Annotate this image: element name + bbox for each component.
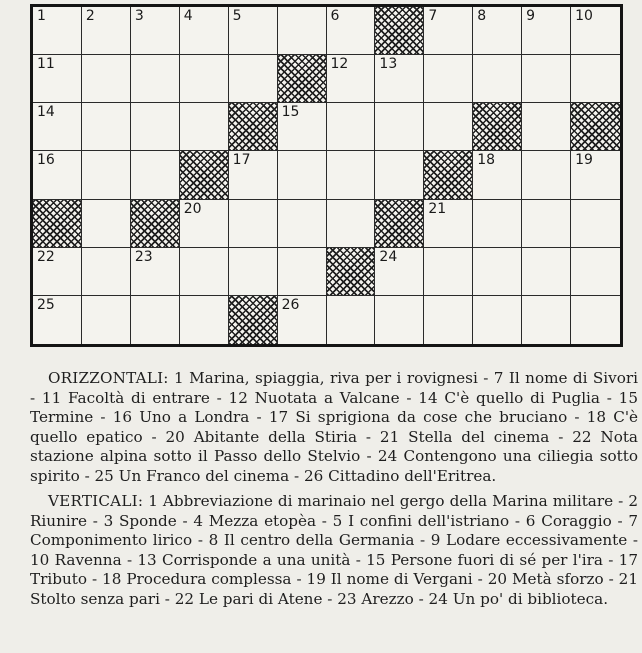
grid-cell xyxy=(424,200,473,248)
clue-number: 5 xyxy=(232,8,242,24)
grid-cell xyxy=(473,55,522,103)
grid-cell xyxy=(180,55,229,103)
black-square xyxy=(180,151,229,199)
black-square xyxy=(375,7,424,55)
grid-cell xyxy=(473,7,522,55)
grid-cell xyxy=(375,248,424,296)
clue-number: 15 xyxy=(281,104,300,121)
grid-cell xyxy=(327,151,376,199)
grid-cell xyxy=(424,248,473,296)
grid-cell xyxy=(33,55,82,103)
grid-cell xyxy=(522,151,571,199)
clue-number: 24 xyxy=(379,248,398,265)
down-text: 1 Abbreviazione di marinaio nel gergo della Marina militare - 2 Riunire - 3 Sponde - 4 Mezza etopèa - 5 I confini dell'istriano - 6 Coraggio - 7 Componimento lirico - 8 Il centro della Germania - 9 Lodare eccessivamente - 10 Ravenna - 13 Corrisponde a una unità - 15 Persone fuori di sé per l'ira - 17 Tributo - 18 Procedura complessa - 19 Il nome di Vergani - 20 Metà sforzo - 21 Stolto senza pari - 22 Le pari di Atene - 23 Arezzo - 24 Un po' di biblioteca. xyxy=(30,492,639,608)
grid-cell xyxy=(473,151,522,199)
grid-cell xyxy=(522,296,571,344)
clue-number: 23 xyxy=(134,248,153,265)
black-square xyxy=(473,103,522,151)
grid-cell xyxy=(571,296,620,344)
clue-number: 25 xyxy=(37,296,55,313)
grid-cell xyxy=(82,55,131,103)
grid-cell xyxy=(82,7,131,55)
grid-cell xyxy=(571,55,620,103)
grid-cell xyxy=(229,55,278,103)
grid-cell xyxy=(82,200,131,248)
grid-cell xyxy=(522,7,571,55)
black-square xyxy=(131,200,180,248)
grid-cell xyxy=(473,296,522,344)
clue-number: 12 xyxy=(330,56,349,73)
across-text: 1 Marina, spiaggia, riva per i rovignesi - 7 Il nome di Sivori - 11 Facoltà di entrare - 12 Nuotata a Valcane - 14 C'è quello di Puglia - 15 Termine - 16 Uno a Londra - 17 Si sprigiona da cose che bruciano - 18 C'è quello epatico - 20 Abitante della Stiria - 21 Stella del cinema - 22 Nota stazione alpina sotto il Passo dello Stelvio - 24 Contengono una ciliegia sotto spirito - 25 Un Franco del cinema - 26 Cittadino dell'Eritrea. xyxy=(30,369,639,485)
grid-cell xyxy=(229,200,278,248)
black-square xyxy=(327,248,376,296)
grid-cell xyxy=(131,151,180,199)
grid-cell xyxy=(82,296,131,344)
black-square xyxy=(375,200,424,248)
clue-number: 26 xyxy=(281,296,300,313)
grid-cell xyxy=(229,7,278,55)
black-square xyxy=(571,103,620,151)
grid-cell xyxy=(131,248,180,296)
grid-cell xyxy=(375,103,424,151)
grid-cell xyxy=(424,103,473,151)
clue-number: 13 xyxy=(379,56,398,73)
grid-cell xyxy=(180,200,229,248)
clue-number: 14 xyxy=(37,104,55,121)
clue-number: 3 xyxy=(134,8,144,24)
grid-cell xyxy=(522,200,571,248)
across-heading: ORIZZONTALI: xyxy=(48,369,169,387)
grid-cell xyxy=(571,248,620,296)
grid-cell xyxy=(33,296,82,344)
black-square xyxy=(229,296,278,344)
grid-cell xyxy=(131,55,180,103)
clue-number: 22 xyxy=(37,248,55,265)
grid-cell xyxy=(522,55,571,103)
grid-cell xyxy=(522,103,571,151)
grid-cell xyxy=(278,296,327,344)
black-square xyxy=(424,151,473,199)
black-square xyxy=(33,200,82,248)
grid-cell xyxy=(33,151,82,199)
grid-cell xyxy=(424,296,473,344)
grid-cell xyxy=(278,200,327,248)
grid-cell xyxy=(278,151,327,199)
grid-cell xyxy=(33,103,82,151)
grid-cell xyxy=(180,296,229,344)
grid-cell xyxy=(33,7,82,55)
grid-cell xyxy=(82,248,131,296)
grid-cell xyxy=(131,296,180,344)
clue-number: 2 xyxy=(85,8,95,24)
black-square xyxy=(229,103,278,151)
clue-number: 21 xyxy=(428,200,447,217)
clues-block xyxy=(30,369,638,609)
grid-cell xyxy=(375,55,424,103)
grid-cell xyxy=(424,7,473,55)
grid-cell xyxy=(327,55,376,103)
grid-cell xyxy=(522,248,571,296)
grid-cell xyxy=(375,151,424,199)
grid-cell xyxy=(82,103,131,151)
clue-number: 4 xyxy=(183,8,193,24)
grid-cell xyxy=(473,200,522,248)
down-clues xyxy=(30,492,638,609)
down-heading: VERTICALI: xyxy=(48,492,144,510)
clue-number: 7 xyxy=(428,8,438,24)
grid-cell xyxy=(82,151,131,199)
clue-number: 1 xyxy=(37,8,46,24)
grid-cell xyxy=(473,248,522,296)
clue-number: 19 xyxy=(575,152,593,169)
grid-cell xyxy=(131,7,180,55)
clue-number: 17 xyxy=(232,152,251,169)
grid-cell xyxy=(229,151,278,199)
grid-cell xyxy=(180,248,229,296)
grid-cell xyxy=(180,103,229,151)
clue-number: 9 xyxy=(526,8,536,24)
clue-number: 10 xyxy=(575,8,593,24)
grid-cell xyxy=(278,103,327,151)
grid-cell xyxy=(327,103,376,151)
grid-cell xyxy=(571,200,620,248)
black-square xyxy=(278,55,327,103)
grid-cell xyxy=(278,248,327,296)
grid-cell xyxy=(180,7,229,55)
clue-number: 16 xyxy=(37,152,55,169)
across-clues xyxy=(30,369,638,486)
clue-number: 6 xyxy=(330,8,340,24)
grid-cell xyxy=(424,55,473,103)
grid-cell xyxy=(327,200,376,248)
grid-cell xyxy=(33,248,82,296)
clue-number: 18 xyxy=(477,152,496,169)
grid-cell xyxy=(327,7,376,55)
clue-number: 20 xyxy=(183,200,202,217)
grid-cell xyxy=(571,7,620,55)
crossword-grid xyxy=(30,4,623,347)
grid-cell xyxy=(327,296,376,344)
grid-cell xyxy=(375,296,424,344)
clue-number: 8 xyxy=(477,8,487,24)
grid-cell xyxy=(278,7,327,55)
clue-number: 11 xyxy=(37,56,55,73)
grid-cell xyxy=(571,151,620,199)
grid-cell xyxy=(229,248,278,296)
grid-cell xyxy=(131,103,180,151)
